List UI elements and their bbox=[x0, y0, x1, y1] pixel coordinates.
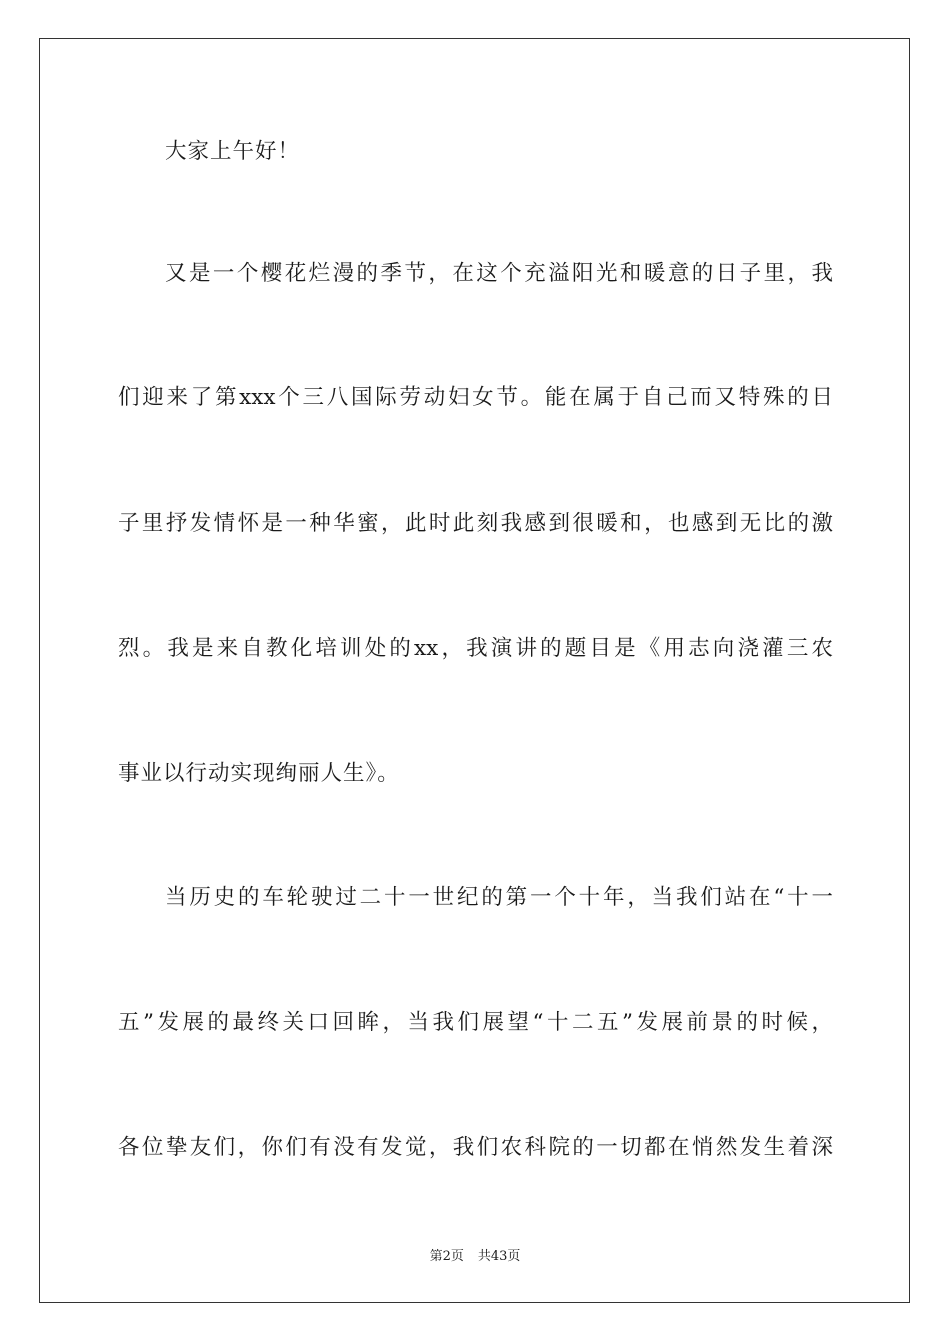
body-line: 各位挚友们，你们有没有发觉，我们农科院的一切都在悄然发生着深 bbox=[118, 1135, 833, 1160]
body-line: 烈。我是来自教化培训处的xx，我演讲的题目是《用志向浇灌三农 bbox=[118, 636, 833, 661]
body-line: 们迎来了第xxx个三八国际劳动妇女节。能在属于自己而又特殊的日 bbox=[118, 385, 833, 410]
page-number: 第2页 bbox=[429, 1249, 464, 1264]
body-line: 五”发展的最终关口回眸，当我们展望“十二五”发展前景的时候， bbox=[118, 1010, 833, 1035]
body-line: 又是一个樱花烂漫的季节，在这个充溢阳光和暖意的日子里，我 bbox=[165, 261, 833, 286]
page-total: 共43页 bbox=[477, 1249, 521, 1264]
page-border bbox=[39, 38, 910, 1303]
body-line: 当历史的车轮驶过二十一世纪的第一个十年，当我们站在“十一 bbox=[165, 885, 833, 910]
greeting-line: 大家上午好！ bbox=[165, 139, 301, 164]
body-line: 子里抒发情怀是一种华蜜，此时此刻我感到很暖和，也感到无比的激 bbox=[118, 511, 833, 536]
body-line: 事业以行动实现绚丽人生》。 bbox=[118, 761, 400, 786]
page-footer bbox=[0, 1245, 950, 1264]
